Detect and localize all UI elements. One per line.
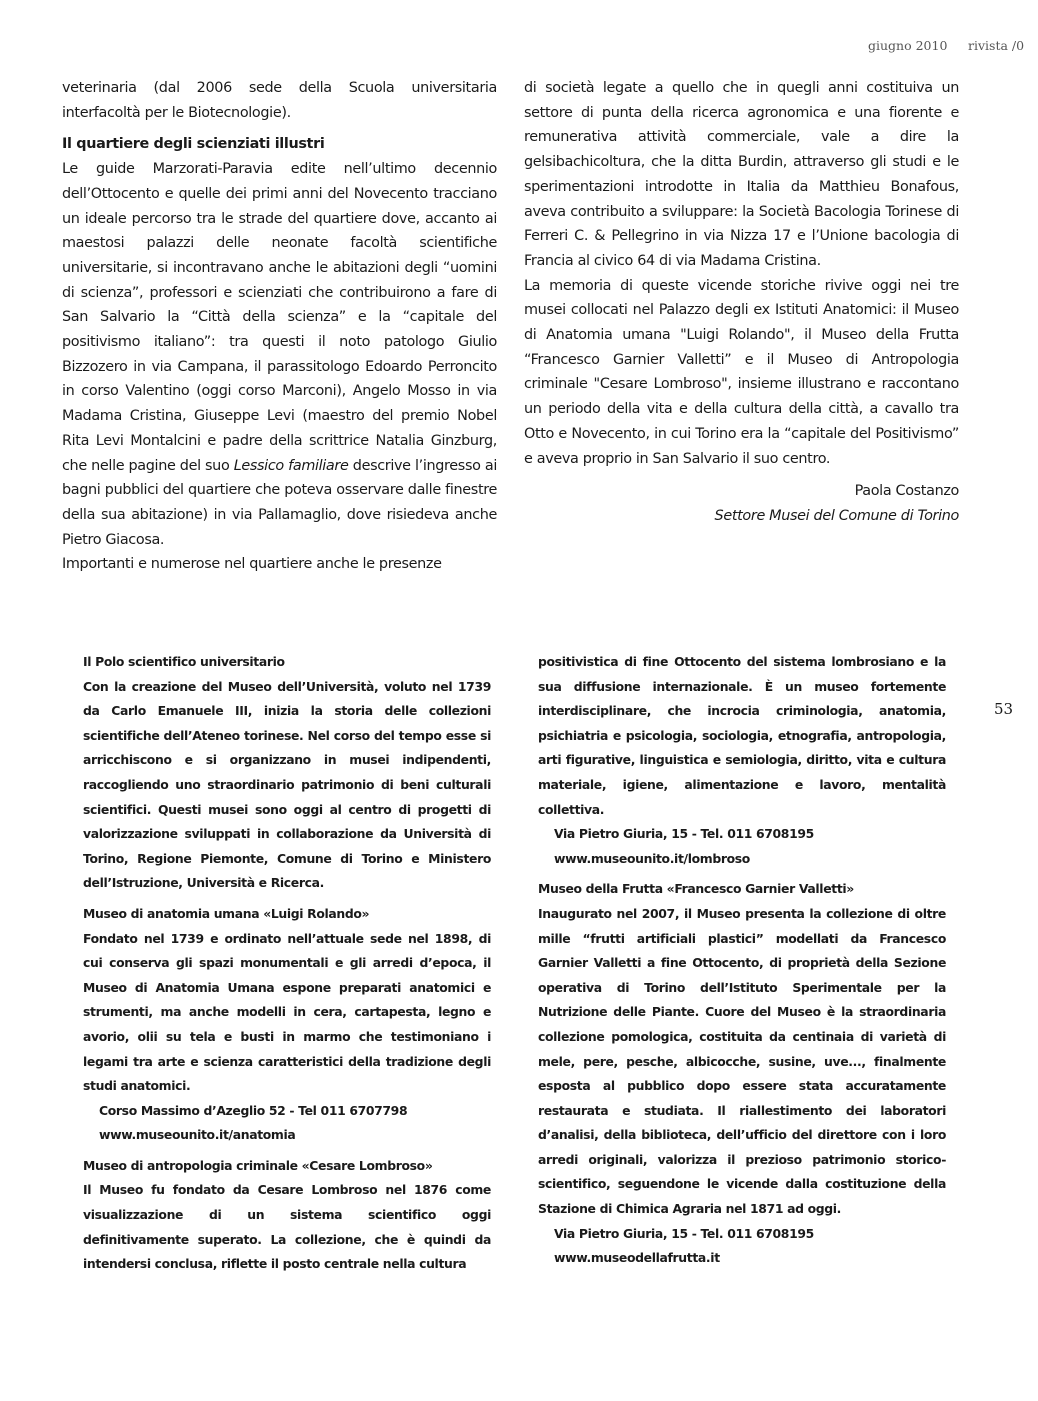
article-column-left [62, 76, 497, 577]
paragraph: La memoria di queste vicende storiche rivive oggi nei tre musei collocati nel Palazzo degli ex Istituti Anatomici: il Museo di Anatomia umana "Luigi Rolando", il Museo della Frutta “Francesco Garnier Valletti” e il Museo di Antropologia criminale "Cesare Lombroso", insieme illustrano e raccontano un periodo della vita e della cultura della città, a cavallo tra Otto e Novecento, in cui Torino era la “capitale del Positivismo” e aveva proprio in San Salvario il suo centro. [524, 277, 959, 467]
museum-address: Corso Massimo d’Azeglio 52 - Tel 011 6707798 [99, 1102, 408, 1118]
museum-website: www.museounito.it/anatomia [99, 1127, 296, 1143]
section-heading: Il quartiere degli scienziati illustri [62, 136, 325, 153]
box-heading: Museo di antropologia criminale «Cesare Lombroso» [83, 1157, 433, 1173]
magazine-name: rivista /0 [968, 38, 1025, 53]
paragraph [62, 157, 497, 552]
page-number: 53 [994, 700, 1014, 718]
paragraph: veterinaria (dal 2006 sede della Scuola universitaria interfacoltà per le Biotecnologie). [62, 80, 497, 121]
paragraph: Il Museo fu fondato da Cesare Lombroso nel 1876 come visualizzazione di un sistema scientifico oggi definitivamente superato. La collezione, che è quindi da intendersi conclusa, riflette il posto centrale nella cultura [83, 1182, 491, 1272]
museum-address: Via Pietro Giuria, 15 - Tel. 011 6708195 [554, 1225, 814, 1241]
author-name: Paola Costanzo [854, 483, 959, 500]
museum-address: Via Pietro Giuria, 15 - Tel. 011 6708195 [554, 826, 814, 842]
paragraph: Fondato nel 1739 e ordinato nell’attuale sede nel 1898, di cui conserva gli spazi monumentali e gli arredi d’epoca, il Museo di Anatomia Umana espone preparati anatomici e strumenti, ma anche modelli in cera, cartapesta, legno e avorio, olii su tela e busti in marmo che testimoniano i legami tra arte e scienza caratteristici della tradizione degli studi anatomici. [83, 930, 491, 1094]
issue-date: giugno 2010 [868, 38, 948, 53]
paragraph: Inaugurato nel 2007, il Museo presenta la collezione di oltre mille “frutti artificiali plastici” modellati da Francesco Garnier Valletti a fine Ottocento, di proprietà della Sezione operativa di Torino dell’Istituto Sperimentale per la Nutrizione delle Piante. Cuore del Museo è la straordinaria collezione pomologica, costituita da centinaia di varietà di mele, pere, pesche, albicocche, susine, uve..., finalmente esposta al pubblico dopo essere stata accuratamente restaurata e studiata. Il riallestimento dei laboratori d’analisi, della biblioteca, dell’ufficio del direttore con i loro arredi originali, valorizza il prezioso patrimonio storico-scientifico, seguendone le vicende dalla costituzione della Stazione di Chimica Agraria nel 1871 ad oggi. [538, 905, 946, 1217]
sidebar-column-right [538, 650, 946, 1271]
museum-website: www.museounito.it/lombroso [554, 850, 750, 866]
museum-website: www.museodellafrutta.it [554, 1250, 720, 1266]
book-title: Lessico familiare [233, 457, 349, 474]
author-affiliation: Settore Musei del Comune di Torino [714, 507, 959, 524]
paragraph: positivistica di fine Ottocento del sistema lombrosiano e la sua diffusione internazionale. È un museo fortemente interdisciplinare, che incrocia criminologia, anatomia, psichiatria e psicologia, sociologia, etnografia, antropologia, arti figurative, linguistica e semiologia, diritto, vita e cultura materiale, igiene, alimentazione e lavoro, mentalità collettiva. [538, 654, 946, 817]
box-heading: Museo di anatomia umana «Luigi Rolando» [83, 905, 370, 921]
paragraph: Importanti e numerose nel quartiere anche le presenze [62, 556, 442, 573]
paragraph: Con la creazione del Museo dell’Università, voluto nel 1739 da Carlo Emanuele III, inizia la storia delle collezioni scientifiche dell’Ateneo torinese. Nel corso del tempo esse si arricchiscono e si organizzano in musei indipendenti, raccogliendo uno straordinario patrimonio di beni culturali scientifici. Questi musei sono oggi al centro di progetti di valorizzazione sviluppati in collaborazione da Università di Torino, Regione Piemonte, Comune di Torino e Ministero dell’Istruzione, Università e Ricerca. [83, 678, 491, 891]
text-run: descrive l’ingresso ai bagni pubblici del quartiere che poteva osservare dalle finestre della sua abitazione) in via Pallamaglio, dove risiedeva anche Pietro Giacosa. [62, 457, 497, 548]
paragraph: di società legate a quello che in quegli anni costituiva un settore di punta della ricerca agronomica e una fiorente e remunerativa attività commerciale, vale a dire la gelsibachicoltura, che la ditta Burdin, attraverso gli studi e le sperimentazioni introdotte in Italia da Matthieu Bonafous, aveva contribuito a sviluppare: la Società Bacologia Torinese di Ferreri C. & Pellegrino in via Nizza 17 e l’Unione bacologia di Francia al civico 64 di via Madama Cristina. [524, 80, 959, 269]
sidebar-column-left [83, 650, 491, 1277]
text-run: Le guide Marzorati-Paravia edite nell’ultimo decennio dell’Ottocento e quelle dei primi anni del Novecento tracciano un ideale percorso tra le strade del quartiere dove, accanto ai maestosi palazzi delle neonate facoltà scientifiche universitarie, si incontravano anche le abitazioni degli “uomini di scienza”, professori e scienziati che contribuirono a fare di San Salvario la “Città della scienza” e la “capitale del positivismo italiano”: tra questi il noto patologo Giulio Bizzozero in via Campana, il parassitologo Edoardo Perroncito in corso Valentino (oggi corso Marconi), Angelo Mosso in via Madama Cristina, Giuseppe Levi (maestro del premio Nobel Rita Levi Montalcini e padre della scrittrice Natalia Ginzburg, che nelle pagine del suo [62, 161, 497, 474]
article-column-right [524, 76, 959, 529]
box-heading: Il Polo scientifico universitario [83, 654, 285, 669]
box-heading: Museo della Frutta «Francesco Garnier Valletti» [538, 881, 854, 897]
